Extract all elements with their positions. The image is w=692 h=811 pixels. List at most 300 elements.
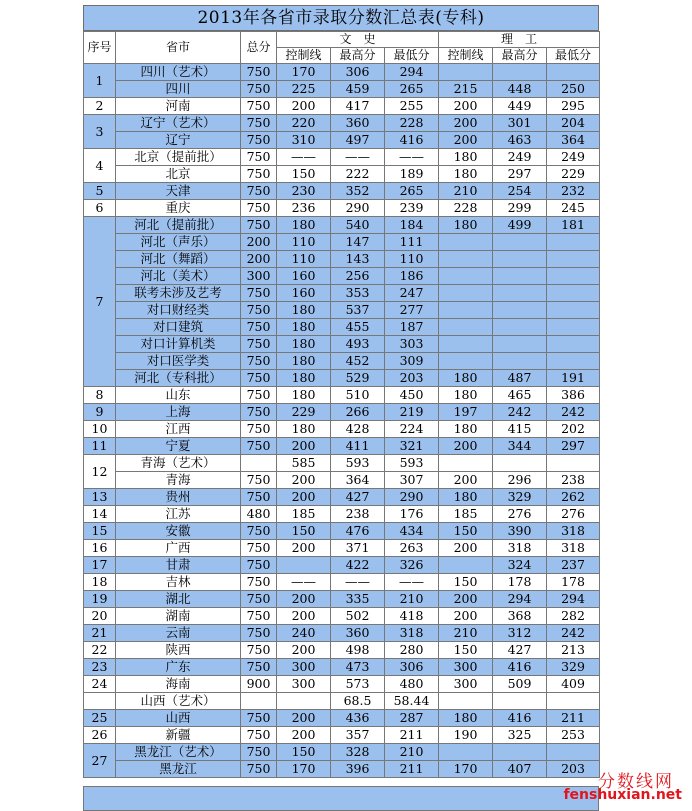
wen-min-cell: 239	[385, 200, 439, 217]
wen-control-cell: 236	[277, 200, 331, 217]
li-max-cell: 296	[493, 472, 547, 489]
wen-control-cell: 170	[277, 761, 331, 778]
table-row	[84, 693, 600, 710]
province-cell: 陕西	[116, 642, 241, 659]
wen-min-cell: 294	[385, 64, 439, 81]
li-max-cell	[493, 64, 547, 81]
li-max-cell	[493, 285, 547, 302]
li-min-cell: 245	[547, 200, 600, 217]
total-score-cell: 750	[241, 625, 277, 642]
wen-control-cell: ——	[277, 149, 331, 166]
wen-max-cell: 452	[331, 353, 385, 370]
seq-cell: 7	[84, 217, 116, 387]
total-score-cell: 750	[241, 183, 277, 200]
seq-cell: 24	[84, 676, 116, 693]
total-score-cell: 750	[241, 710, 277, 727]
wen-control-cell: ——	[277, 574, 331, 591]
wen-min-cell: 280	[385, 642, 439, 659]
li-min-cell: 297	[547, 438, 600, 455]
seq-cell: 6	[84, 200, 116, 217]
li-min-cell	[547, 285, 600, 302]
li-max-cell: 312	[493, 625, 547, 642]
li-min-cell: 237	[547, 557, 600, 574]
wen-max-cell: 256	[331, 268, 385, 285]
li-max-cell: 407	[493, 761, 547, 778]
seq-cell: 27	[84, 744, 116, 778]
li-max-cell: 249	[493, 149, 547, 166]
wen-min-cell: 247	[385, 285, 439, 302]
table-row	[84, 132, 600, 149]
li-min-cell: 204	[547, 115, 600, 132]
province-cell: 新疆	[116, 727, 241, 744]
seq-cell: 16	[84, 540, 116, 557]
li-max-cell: 318	[493, 540, 547, 557]
wen-max-cell: 417	[331, 98, 385, 115]
wen-control-cell: 180	[277, 217, 331, 234]
seq-cell: 15	[84, 523, 116, 540]
total-score-cell: 750	[241, 387, 277, 404]
province-cell: 四川（艺术）	[116, 64, 241, 81]
li-control-cell: 180	[439, 166, 493, 183]
total-score-cell: 750	[241, 64, 277, 81]
total-score-cell: 750	[241, 200, 277, 217]
wen-min-cell: 58.44	[385, 693, 439, 710]
li-max-cell: 324	[493, 557, 547, 574]
header-wen-max: 最高分	[331, 48, 385, 64]
li-max-cell	[493, 353, 547, 370]
table-row	[84, 251, 600, 268]
wen-max-cell: ——	[331, 574, 385, 591]
wen-max-cell: 353	[331, 285, 385, 302]
li-control-cell: 197	[439, 404, 493, 421]
li-control-cell	[439, 268, 493, 285]
li-min-cell	[547, 455, 600, 472]
table-row	[84, 115, 600, 132]
score-table-body	[84, 64, 600, 778]
total-score-cell: 750	[241, 557, 277, 574]
total-score-cell: 750	[241, 761, 277, 778]
li-control-cell: 200	[439, 115, 493, 132]
total-score-cell: 750	[241, 659, 277, 676]
total-score-cell: 750	[241, 540, 277, 557]
wen-control-cell: 229	[277, 404, 331, 421]
wen-control-cell: 160	[277, 285, 331, 302]
wen-min-cell: 189	[385, 166, 439, 183]
li-max-cell: 325	[493, 727, 547, 744]
province-cell: 四川	[116, 81, 241, 98]
li-max-cell: 427	[493, 642, 547, 659]
li-max-cell	[493, 251, 547, 268]
seq-cell: 8	[84, 387, 116, 404]
seq-cell: 21	[84, 625, 116, 642]
wen-max-cell: 498	[331, 642, 385, 659]
province-cell: 安徽	[116, 523, 241, 540]
wen-max-cell: 147	[331, 234, 385, 251]
total-score-cell: 900	[241, 676, 277, 693]
wen-max-cell: 573	[331, 676, 385, 693]
table-row	[84, 557, 600, 574]
li-max-cell: 509	[493, 676, 547, 693]
total-score-cell: 750	[241, 727, 277, 744]
wen-control-cell: 110	[277, 234, 331, 251]
li-max-cell: 297	[493, 166, 547, 183]
wen-min-cell: 290	[385, 489, 439, 506]
table-row	[84, 506, 600, 523]
seq-cell: 22	[84, 642, 116, 659]
wen-max-cell: 422	[331, 557, 385, 574]
wen-control-cell: 200	[277, 540, 331, 557]
wen-min-cell: 418	[385, 608, 439, 625]
wen-min-cell: 593	[385, 455, 439, 472]
li-control-cell	[439, 234, 493, 251]
wen-max-cell: 459	[331, 81, 385, 98]
li-min-cell: 202	[547, 421, 600, 438]
wen-max-cell: 306	[331, 64, 385, 81]
wen-control-cell: 200	[277, 591, 331, 608]
li-control-cell: 228	[439, 200, 493, 217]
li-min-cell: 249	[547, 149, 600, 166]
li-control-cell	[439, 693, 493, 710]
wen-control-cell: 200	[277, 608, 331, 625]
li-control-cell	[439, 319, 493, 336]
province-cell: 山东	[116, 387, 241, 404]
wen-max-cell: 493	[331, 336, 385, 353]
table-row	[84, 268, 600, 285]
li-min-cell	[547, 302, 600, 319]
total-score-cell: 750	[241, 115, 277, 132]
total-score-cell: 480	[241, 506, 277, 523]
table-row	[84, 98, 600, 115]
li-control-cell: 180	[439, 370, 493, 387]
header-wen-min: 最低分	[385, 48, 439, 64]
province-cell: 上海	[116, 404, 241, 421]
wen-min-cell: 211	[385, 761, 439, 778]
table-row	[84, 302, 600, 319]
total-score-cell: 750	[241, 489, 277, 506]
province-cell: 对口财经类	[116, 302, 241, 319]
li-min-cell: 276	[547, 506, 600, 523]
wen-min-cell: ——	[385, 149, 439, 166]
province-cell: 山西	[116, 710, 241, 727]
header-li: 理 工	[439, 32, 600, 48]
seq-cell	[84, 693, 116, 710]
li-control-cell	[439, 353, 493, 370]
li-min-cell	[547, 693, 600, 710]
total-score-cell: 750	[241, 744, 277, 761]
li-control-cell: 180	[439, 710, 493, 727]
wen-min-cell: 255	[385, 98, 439, 115]
table-row	[84, 421, 600, 438]
li-control-cell: 200	[439, 608, 493, 625]
wen-min-cell: 321	[385, 438, 439, 455]
wen-max-cell: 428	[331, 421, 385, 438]
table-row	[84, 353, 600, 370]
table-row	[84, 319, 600, 336]
li-control-cell	[439, 64, 493, 81]
sheet-title: 2013年各省市录取分数汇总表(专科)	[83, 5, 599, 31]
li-control-cell	[439, 302, 493, 319]
wen-control-cell: 200	[277, 642, 331, 659]
li-control-cell: 180	[439, 421, 493, 438]
wen-control-cell: 110	[277, 251, 331, 268]
header-li-control: 控制线	[439, 48, 493, 64]
wen-min-cell: 176	[385, 506, 439, 523]
wen-max-cell: 360	[331, 625, 385, 642]
li-control-cell: 180	[439, 489, 493, 506]
wen-control-cell: 180	[277, 421, 331, 438]
seq-cell: 17	[84, 557, 116, 574]
total-score-cell: 750	[241, 98, 277, 115]
table-row	[84, 455, 600, 472]
wen-control-cell: 180	[277, 319, 331, 336]
province-cell: 天津	[116, 183, 241, 200]
wen-max-cell: 364	[331, 472, 385, 489]
total-score-cell: 750	[241, 353, 277, 370]
wen-max-cell: 360	[331, 115, 385, 132]
wen-control-cell: 230	[277, 183, 331, 200]
table-row	[84, 489, 600, 506]
li-max-cell: 415	[493, 421, 547, 438]
wen-min-cell: 110	[385, 251, 439, 268]
li-max-cell: 465	[493, 387, 547, 404]
wen-max-cell: 411	[331, 438, 385, 455]
li-min-cell	[547, 268, 600, 285]
wen-max-cell: 593	[331, 455, 385, 472]
province-cell: 山西（艺术）	[116, 693, 241, 710]
province-cell: 贵州	[116, 489, 241, 506]
li-max-cell: 487	[493, 370, 547, 387]
wen-control-cell: 200	[277, 489, 331, 506]
li-max-cell: 301	[493, 115, 547, 132]
wen-control-cell: 180	[277, 302, 331, 319]
table-row	[84, 574, 600, 591]
wen-control-cell: 160	[277, 268, 331, 285]
li-min-cell: 242	[547, 404, 600, 421]
li-max-cell: 390	[493, 523, 547, 540]
total-score-cell	[241, 455, 277, 472]
wen-min-cell: 303	[385, 336, 439, 353]
watermark-cn: 分数线网	[598, 772, 674, 792]
wen-min-cell: 228	[385, 115, 439, 132]
total-score-cell: 200	[241, 234, 277, 251]
wen-control-cell: 185	[277, 506, 331, 523]
wen-min-cell: 203	[385, 370, 439, 387]
li-control-cell	[439, 251, 493, 268]
wen-max-cell: 436	[331, 710, 385, 727]
wen-min-cell: 318	[385, 625, 439, 642]
li-max-cell: 178	[493, 574, 547, 591]
li-max-cell: 368	[493, 608, 547, 625]
li-max-cell: 299	[493, 200, 547, 217]
wen-control-cell: 170	[277, 64, 331, 81]
li-max-cell	[493, 336, 547, 353]
table-row	[84, 710, 600, 727]
table-row	[84, 642, 600, 659]
table-row	[84, 659, 600, 676]
li-min-cell: 282	[547, 608, 600, 625]
header-wen: 文 史	[277, 32, 439, 48]
header-province: 省市	[116, 32, 241, 64]
wen-max-cell: 529	[331, 370, 385, 387]
watermark-url: fenshuxian.net	[563, 787, 682, 803]
li-min-cell: 250	[547, 81, 600, 98]
table-row	[84, 183, 600, 200]
province-cell: 对口建筑	[116, 319, 241, 336]
table-row	[84, 200, 600, 217]
table-row	[84, 523, 600, 540]
wen-control-cell	[277, 693, 331, 710]
wen-control-cell: 300	[277, 659, 331, 676]
li-min-cell	[547, 336, 600, 353]
wen-min-cell: 326	[385, 557, 439, 574]
li-min-cell: 178	[547, 574, 600, 591]
li-control-cell: 210	[439, 183, 493, 200]
table-row	[84, 336, 600, 353]
province-cell: 北京（提前批）	[116, 149, 241, 166]
li-control-cell	[439, 557, 493, 574]
seq-cell: 5	[84, 183, 116, 200]
li-min-cell: 318	[547, 523, 600, 540]
li-max-cell: 294	[493, 591, 547, 608]
total-score-cell: 750	[241, 421, 277, 438]
total-score-cell: 750	[241, 336, 277, 353]
province-cell: 海南	[116, 676, 241, 693]
wen-min-cell: 306	[385, 659, 439, 676]
li-min-cell: 191	[547, 370, 600, 387]
wen-control-cell: 180	[277, 336, 331, 353]
seq-cell: 1	[84, 64, 116, 98]
li-control-cell: 200	[439, 98, 493, 115]
li-max-cell: 448	[493, 81, 547, 98]
li-min-cell	[547, 319, 600, 336]
li-control-cell	[439, 336, 493, 353]
li-min-cell: 253	[547, 727, 600, 744]
li-control-cell: 200	[439, 132, 493, 149]
province-cell: 河北（美术）	[116, 268, 241, 285]
wen-min-cell: 307	[385, 472, 439, 489]
province-cell: 黑龙江	[116, 761, 241, 778]
province-cell: 对口计算机类	[116, 336, 241, 353]
header-wen-control: 控制线	[277, 48, 331, 64]
province-cell: 青海	[116, 472, 241, 489]
wen-max-cell: 335	[331, 591, 385, 608]
table-row	[84, 234, 600, 251]
li-min-cell: 364	[547, 132, 600, 149]
table-row	[84, 608, 600, 625]
wen-control-cell: 180	[277, 387, 331, 404]
wen-max-cell: ——	[331, 149, 385, 166]
li-min-cell	[547, 353, 600, 370]
li-max-cell	[493, 744, 547, 761]
li-max-cell	[493, 693, 547, 710]
wen-min-cell: 416	[385, 132, 439, 149]
wen-control-cell: 150	[277, 523, 331, 540]
wen-control-cell: 180	[277, 353, 331, 370]
seq-cell: 19	[84, 591, 116, 608]
header-total: 总分	[241, 32, 277, 64]
total-score-cell: 750	[241, 285, 277, 302]
li-control-cell: 215	[439, 81, 493, 98]
province-cell: 甘肃	[116, 557, 241, 574]
table-row	[84, 472, 600, 489]
li-control-cell: 185	[439, 506, 493, 523]
wen-control-cell: 200	[277, 710, 331, 727]
table-row	[84, 166, 600, 183]
li-max-cell: 416	[493, 710, 547, 727]
wen-max-cell: 266	[331, 404, 385, 421]
table-row	[84, 438, 600, 455]
total-score-cell: 750	[241, 574, 277, 591]
wen-control-cell: 220	[277, 115, 331, 132]
province-cell: 河北（舞蹈）	[116, 251, 241, 268]
li-min-cell	[547, 64, 600, 81]
li-max-cell: 254	[493, 183, 547, 200]
total-score-cell: 300	[241, 268, 277, 285]
wen-min-cell: 265	[385, 81, 439, 98]
province-cell: 云南	[116, 625, 241, 642]
li-control-cell: 200	[439, 591, 493, 608]
li-min-cell	[547, 234, 600, 251]
li-max-cell: 499	[493, 217, 547, 234]
province-cell: 江西	[116, 421, 241, 438]
wen-min-cell: 210	[385, 591, 439, 608]
wen-min-cell: 186	[385, 268, 439, 285]
li-control-cell: 210	[439, 625, 493, 642]
li-min-cell: 242	[547, 625, 600, 642]
li-control-cell: 180	[439, 217, 493, 234]
li-max-cell: 242	[493, 404, 547, 421]
li-min-cell: 211	[547, 710, 600, 727]
li-min-cell: 232	[547, 183, 600, 200]
li-min-cell: 329	[547, 659, 600, 676]
province-cell: 辽宁（艺术）	[116, 115, 241, 132]
total-score-cell: 750	[241, 591, 277, 608]
wen-control-cell: 300	[277, 676, 331, 693]
total-score-cell: 750	[241, 149, 277, 166]
table-row	[84, 625, 600, 642]
li-max-cell	[493, 455, 547, 472]
wen-min-cell: 210	[385, 744, 439, 761]
wen-control-cell: 225	[277, 81, 331, 98]
table-row	[84, 761, 600, 778]
seq-cell: 2	[84, 98, 116, 115]
li-max-cell	[493, 302, 547, 319]
wen-min-cell: 184	[385, 217, 439, 234]
seq-cell: 4	[84, 149, 116, 183]
li-min-cell: 203	[547, 761, 600, 778]
wen-max-cell: 497	[331, 132, 385, 149]
wen-max-cell: 371	[331, 540, 385, 557]
li-min-cell: 181	[547, 217, 600, 234]
province-cell: 北京	[116, 166, 241, 183]
wen-max-cell: 455	[331, 319, 385, 336]
li-min-cell: 409	[547, 676, 600, 693]
wen-control-cell: 310	[277, 132, 331, 149]
li-control-cell: 200	[439, 472, 493, 489]
wen-max-cell: 396	[331, 761, 385, 778]
province-cell: 广西	[116, 540, 241, 557]
province-cell: 河北（专科批）	[116, 370, 241, 387]
wen-max-cell: 510	[331, 387, 385, 404]
wen-min-cell: 265	[385, 183, 439, 200]
wen-min-cell: 309	[385, 353, 439, 370]
wen-control-cell: 150	[277, 166, 331, 183]
wen-control-cell: 200	[277, 472, 331, 489]
table-row	[84, 285, 600, 302]
li-min-cell	[547, 251, 600, 268]
wen-control-cell: 200	[277, 727, 331, 744]
li-max-cell: 449	[493, 98, 547, 115]
